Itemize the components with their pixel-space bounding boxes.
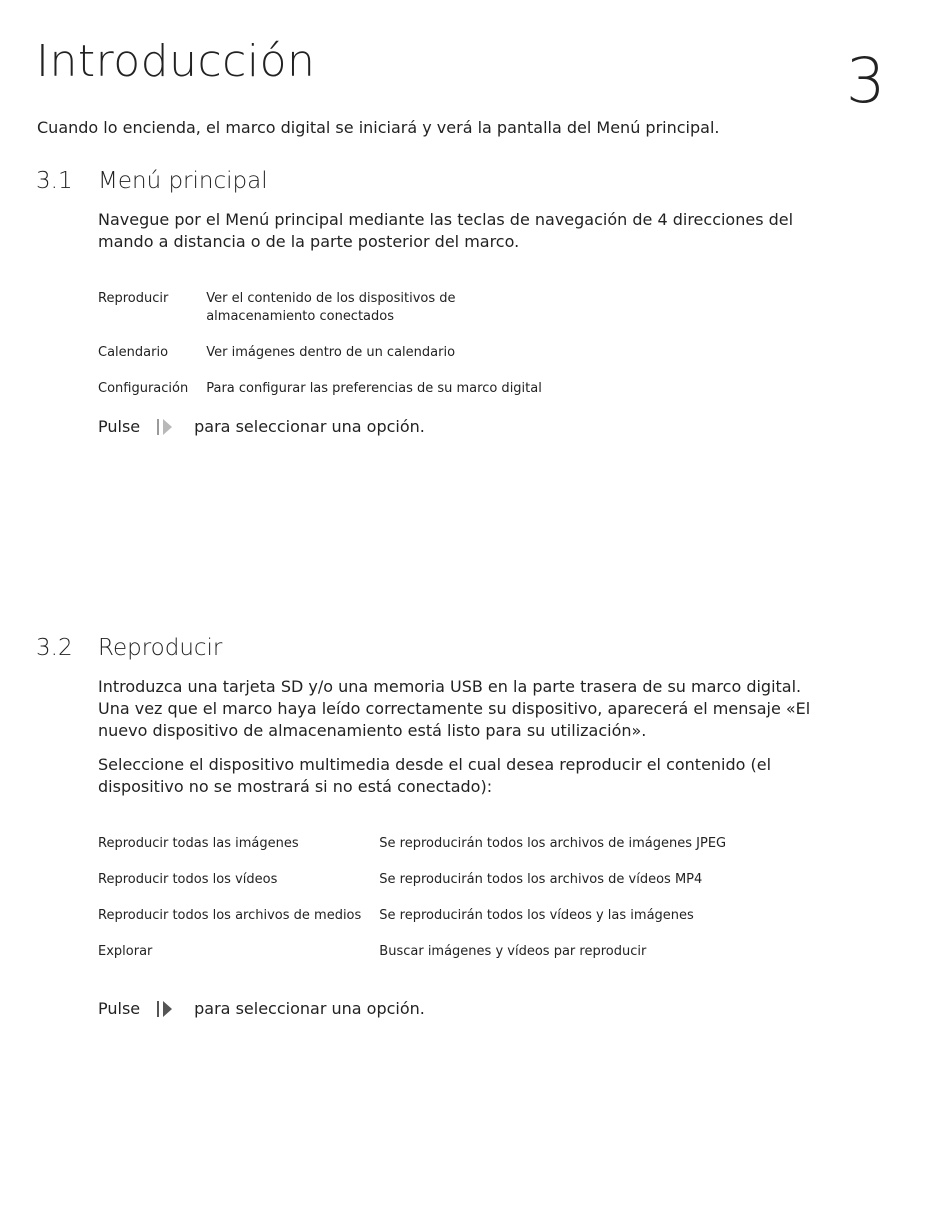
menu-desc: Para configurar las preferencias de su marco digital — [206, 381, 542, 396]
menu-term: Reproducir — [98, 291, 169, 306]
press-instruction — [98, 999, 425, 1018]
table-row — [98, 907, 726, 943]
section-1-paragraph: Navegue por el Menú principal mediante las teclas de navegación de 4 direcciones del mando a distancia o de la parte posterior del marco. — [98, 210, 794, 251]
nav-right-icon — [156, 1000, 174, 1018]
menu-desc-line: almacenamiento conectados — [206, 309, 395, 324]
table-row — [98, 290, 542, 344]
nav-right-icon — [156, 418, 174, 436]
option-term: Reproducir todas las imágenes — [98, 836, 299, 851]
table-row — [98, 344, 542, 380]
press-before: Pulse — [98, 999, 141, 1018]
option-term: Explorar — [98, 944, 153, 959]
section-2-number: 3.2 — [36, 635, 73, 661]
menu-term: Configuración — [98, 381, 189, 396]
press-instruction — [98, 417, 425, 436]
chapter-number: 3 — [846, 44, 886, 117]
menu-desc-line: Ver el contenido de los dispositivos de — [206, 291, 456, 306]
table-row — [98, 943, 726, 979]
section-2-paragraph: Seleccione el dispositivo multimedia desde el cual desea reproducir el contenido (el dispositivo no se mostrará si no está conectado): — [98, 755, 772, 796]
table-row — [98, 835, 726, 871]
table-row — [98, 380, 542, 416]
option-term: Reproducir todos los vídeos — [98, 872, 278, 887]
chapter-title: Introducción — [36, 36, 316, 87]
option-term: Reproducir todos los archivos de medios — [98, 908, 362, 923]
option-desc: Se reproducirán todos los archivos de vídeos MP4 — [379, 872, 703, 887]
menu-desc — [206, 290, 542, 344]
main-menu-table — [98, 290, 542, 416]
section-1-number: 3.1 — [36, 168, 73, 194]
menu-desc: Ver imágenes dentro de un calendario — [206, 345, 456, 360]
menu-term: Calendario — [98, 345, 169, 360]
table-row — [98, 871, 726, 907]
press-before: Pulse — [98, 417, 141, 436]
section-1-title: Menú principal — [98, 168, 268, 194]
section-2-paragraph: Introduzca una tarjeta SD y/o una memoria USB en la parte trasera de su marco digital. Una vez que el marco haya leído correctamente su dispositivo, aparecerá el mensaje «El nuevo dispositivo de almacenamiento está listo para su utilización». — [98, 677, 811, 740]
option-desc: Buscar imágenes y vídeos par reproducir — [379, 944, 647, 959]
option-desc: Se reproducirán todos los archivos de imágenes JPEG — [379, 836, 727, 851]
intro-text: Cuando lo encienda, el marco digital se iniciará y verá la pantalla del Menú principal. — [37, 118, 720, 137]
option-desc: Se reproducirán todos los vídeos y las imágenes — [379, 908, 694, 923]
section-2-title: Reproducir — [98, 635, 223, 661]
press-after: para seleccionar una opción. — [194, 999, 425, 1018]
playback-options-table — [98, 835, 726, 979]
press-after: para seleccionar una opción. — [194, 417, 425, 436]
